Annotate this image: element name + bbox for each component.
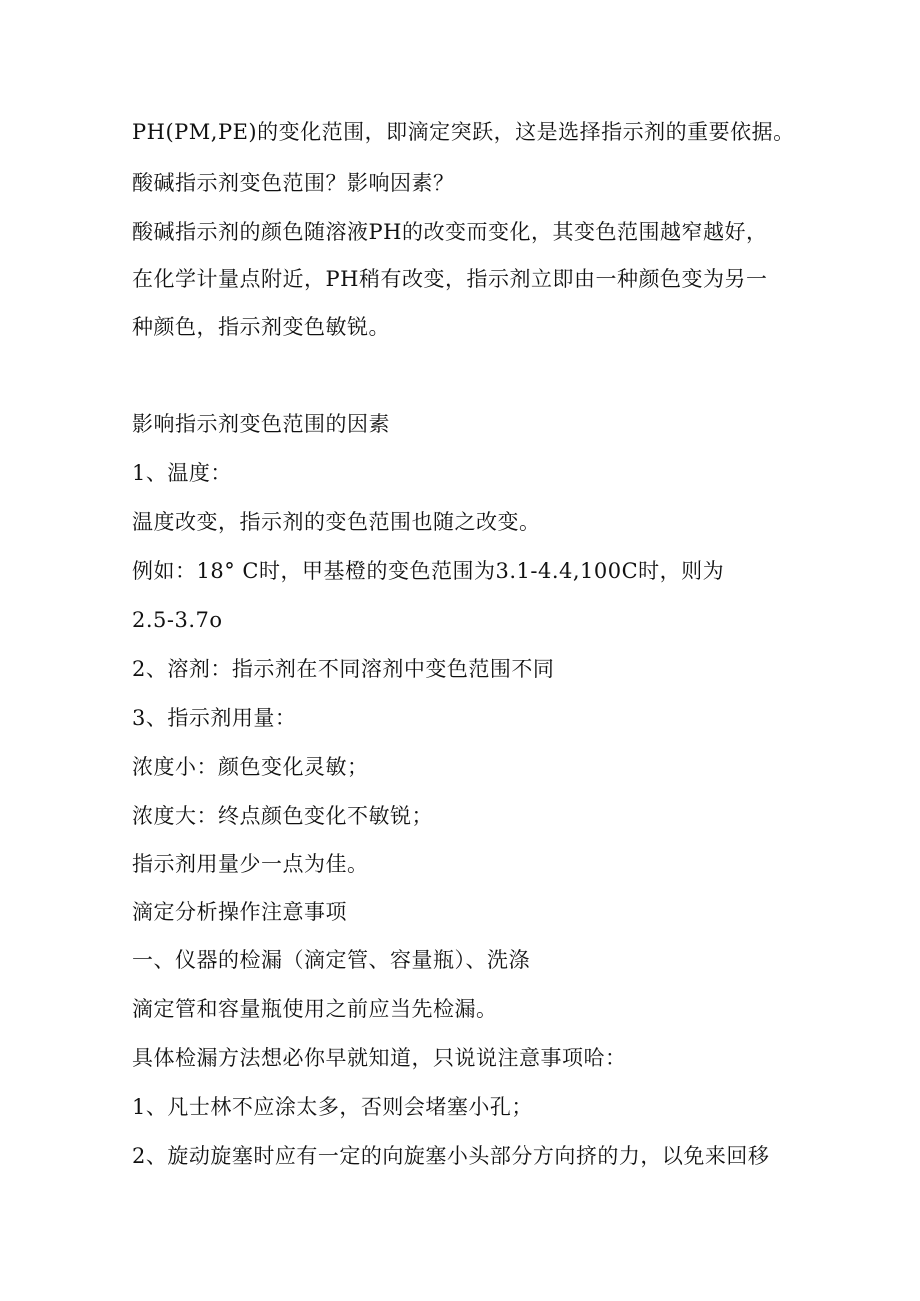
text-line-10: 2.5-3.7o: [132, 608, 223, 632]
text-line-11: 2、溶剂：指示剂在不同溶剂中变色范围不同: [132, 657, 555, 681]
text-line-12: 3、指示剂用量：: [132, 706, 297, 730]
text-line-14: 浓度大：终点颜色变化不敏锐；: [132, 804, 433, 828]
text-line-2: 酸碱指示剂变色范围？影响因素？: [132, 171, 455, 195]
text-line-15: 指示剂用量少一点为佳。: [132, 852, 369, 876]
text-line-13: 浓度小：颜色变化灵敏；: [132, 755, 369, 779]
text-line-21: 2、旋动旋塞时应有一定的向旋塞小头部分方向挤的力，以免来回移: [132, 1144, 770, 1168]
text-line-9: 例如：18° C时，甲基橙的变色范围为3.1-4.4,100C时，则为: [132, 559, 725, 583]
text-line-1: PH(PM,PE)的变化范围，即滴定突跃，这是选择指示剂的重要依据。: [132, 120, 795, 144]
section-heading-indicator-factors: 影响指示剂变色范围的因素: [132, 412, 390, 436]
text-line-7: 1、温度：: [132, 461, 232, 485]
text-line-18: 滴定管和容量瓶使用之前应当先检漏。: [132, 997, 498, 1021]
section-heading-titration-notes: 滴定分析操作注意事项: [132, 900, 347, 924]
text-line-3: 酸碱指示剂的颜色随溶液PH的改变而变化，其变色范围越窄越好，: [132, 220, 768, 244]
text-line-20: 1、凡士林不应涂太多，否则会堵塞小孔；: [132, 1095, 533, 1119]
text-line-19: 具体检漏方法想必你早就知道，只说说注意事项哈：: [132, 1046, 627, 1070]
text-line-5: 种颜色，指示剂变色敏锐。: [132, 315, 390, 339]
text-line-4: 在化学计量点附近，PH稍有改变，指示剂立即由一种颜色变为另一: [132, 267, 768, 291]
text-line-8: 温度改变，指示剂的变色范围也随之改变。: [132, 510, 541, 534]
text-line-17: 一、仪器的检漏（滴定管、容量瓶）、洗涤: [132, 948, 530, 972]
